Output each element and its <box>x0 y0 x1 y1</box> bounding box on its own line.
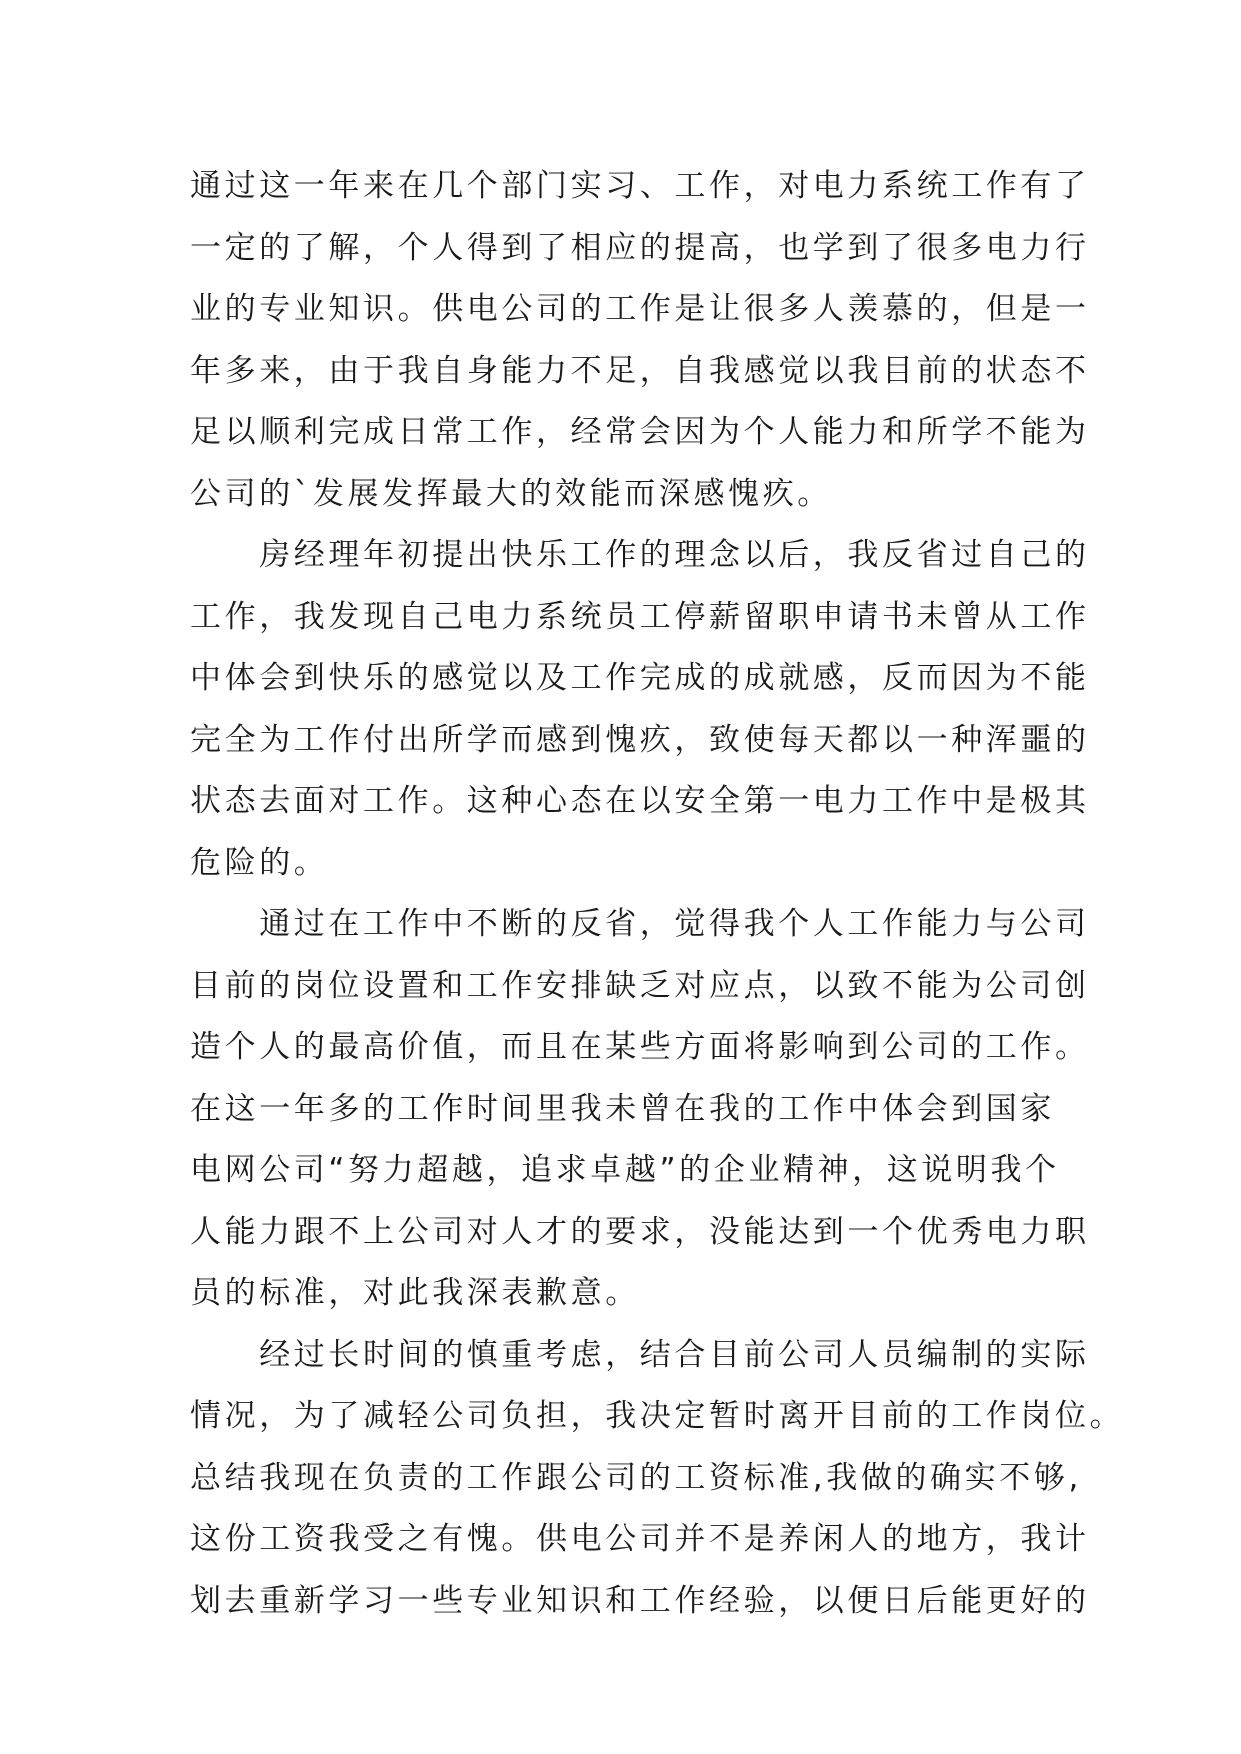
paragraph-3 <box>190 894 1090 1325</box>
text-line: 人能力跟不上公司对人才的要求，没能达到一个优秀电力职 <box>190 1213 1090 1250</box>
text-line: 造个人的最高价值，而且在某些方面将影响到公司的工作。 <box>190 1029 1090 1065</box>
text-line: 足以顺利完成日常工作，经常会因为个人能力和所学不能为 <box>190 414 1090 450</box>
text-line: 总结我现在负责的工作跟公司的工资标准,我做的确实不够, <box>190 1459 1082 1496</box>
paragraph-1 <box>190 156 1090 525</box>
text-line: 目前的岗位设置和工作安排缺乏对应点，以致不能为公司创 <box>190 967 1090 1004</box>
text-line: 经过长时间的慎重考虑，结合目前公司人员编制的实际 <box>190 1336 1090 1373</box>
text-line: 危险的。 <box>190 844 329 881</box>
text-line: 状态去面对工作。这种心态在以安全第一电力工作中是极其 <box>190 783 1090 819</box>
document-body <box>190 156 1125 1632</box>
text-line: 通过这一年来在几个部门实习、工作，对电力系统工作有了 <box>190 168 1090 204</box>
text-line: 划去重新学习一些专业知识和工作经验，以便日后能更好的 <box>190 1582 1090 1619</box>
text-line: 通过在工作中不断的反省，觉得我个人工作能力与公司 <box>190 906 1090 942</box>
paragraph-4 <box>190 1325 1125 1633</box>
paragraph-2 <box>190 525 1090 894</box>
text-line: 房经理年初提出快乐工作的理念以后，我反省过自己的 <box>190 537 1090 573</box>
text-line: 年多来，由于我自身能力不足，自我感觉以我目前的状态不 <box>190 352 1090 389</box>
text-line: 工作，我发现自己电力系统员工停薪留职申请书未曾从工作 <box>190 598 1090 635</box>
text-line: 一定的了解，个人得到了相应的提高，也学到了很多电力行 <box>190 229 1090 266</box>
text-line: 完全为工作付出所学而感到愧疚，致使每天都以一种浑噩的 <box>190 721 1090 758</box>
text-line: 情况，为了减轻公司负担，我决定暂时离开目前的工作岗位。 <box>190 1398 1125 1434</box>
text-line: 这份工资我受之有愧。供电公司并不是养闲人的地方，我计 <box>190 1521 1090 1557</box>
text-line: 公司的`发展发挥最大的效能而深感愧疚。 <box>190 475 832 512</box>
text-line: 电网公司“努力超越，追求卓越”的企业精神，这说明我个 <box>190 1152 1060 1188</box>
text-line: 中体会到快乐的感觉以及工作完成的成就感，反而因为不能 <box>190 660 1090 696</box>
text-line: 在这一年多的工作时间里我未曾在我的工作中体会到国家 <box>190 1090 1055 1127</box>
text-line: 业的专业知识。供电公司的工作是让很多人羡慕的，但是一 <box>190 291 1090 327</box>
text-line: 员的标准，对此我深表歉意。 <box>190 1275 640 1311</box>
